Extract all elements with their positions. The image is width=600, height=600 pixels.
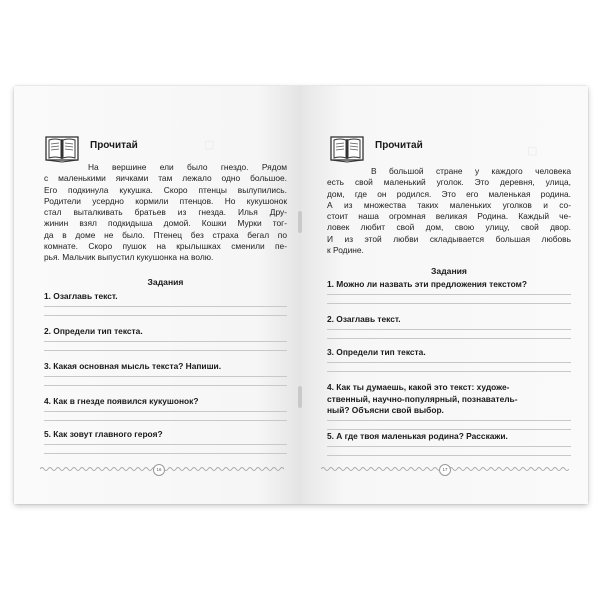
story-line: рья. Мальчик выпустил кукушонка на волю. [44, 252, 214, 263]
story-line: комнате. Скоро пушок на крылышках сменили пе- [44, 241, 287, 252]
task-question: 3. Определи тип текста. [327, 347, 426, 357]
task-question: 4. Как в гнезде появился кукушонок? [44, 396, 199, 406]
story-line: И из этой любви складывается большая любовь [327, 233, 571, 244]
open-book-icon [44, 134, 80, 164]
answer-line[interactable] [44, 341, 287, 342]
story-line: есть свой маленький уголок. Это деревня, улица, [327, 177, 571, 188]
staple [298, 386, 302, 408]
task-question: 2. Озаглавь текст. [327, 314, 401, 324]
open-workbook [14, 86, 588, 504]
tasks-heading: Задания [147, 277, 184, 287]
right-page-header [329, 134, 579, 170]
story-line: жинин взял подкидыша домой. Кошки Мурки тог- [44, 218, 287, 229]
answer-line[interactable] [327, 371, 571, 372]
story-line: В большой стране у каждого человека [371, 166, 571, 176]
task-question: 3. Какая основная мысль текста? Напиши. [44, 361, 222, 371]
answer-line[interactable] [327, 294, 571, 295]
task-question: 1. Озаглавь текст. [44, 291, 118, 301]
answer-line[interactable] [44, 385, 287, 386]
answer-line[interactable] [44, 376, 287, 377]
right-page [301, 86, 588, 504]
answer-line[interactable] [44, 306, 287, 307]
answer-line[interactable] [44, 411, 287, 412]
answer-line[interactable] [327, 429, 571, 430]
answer-line[interactable] [327, 303, 571, 304]
story-line: Родители усердно кормили птенцов. Но кукушонок [44, 195, 287, 206]
faint-watermark: ▢ [204, 139, 215, 151]
story-line: ловек любит свой дом, свою улицу, свой двор. [327, 222, 571, 233]
answer-line[interactable] [44, 420, 287, 421]
task-question: 2. Определи тип текста. [44, 326, 143, 336]
answer-line[interactable] [327, 329, 571, 330]
section-title: Прочитай [90, 140, 138, 151]
story-line: стал выталкивать братьев из гнезда. Илья Дру- [44, 207, 287, 218]
task-question: 5. Как зовут главного героя? [44, 429, 163, 439]
story-line: с маленькими яичками там лежало одно большое. [44, 173, 287, 184]
answer-line[interactable] [44, 453, 287, 454]
answer-line[interactable] [327, 455, 571, 456]
story-line: дом, где он родился. Это его маленькая родина. [327, 188, 571, 199]
story-line: На вершине ели было гнездо. Рядом [88, 162, 287, 172]
answer-line[interactable] [44, 350, 287, 351]
answer-line[interactable] [327, 362, 571, 363]
story-text [44, 162, 287, 264]
task-question: ный? Объясни свой выбор. [327, 405, 444, 415]
story-line: стоит наша огромная великая Родина. Каждый че- [327, 211, 571, 222]
section-title: Прочитай [375, 140, 423, 151]
faint-watermark: ▢ [527, 145, 538, 157]
task-question: 1. Можно ли назвать эти предложения текстом? [327, 279, 527, 289]
story-line: да в доме не было. Птенец без страха бегал по [44, 229, 287, 240]
answer-line[interactable] [327, 420, 571, 421]
answer-line[interactable] [44, 444, 287, 445]
open-book-icon [329, 134, 365, 164]
task-question: 4. Как ты думаешь, какой это текст: художе- [327, 382, 510, 392]
answer-line[interactable] [327, 446, 571, 447]
story-line: А из множества таких маленьких уголков и со- [327, 199, 571, 210]
page-number: 16 [153, 464, 165, 476]
task-question: ственный, научно-популярный, познаватель- [327, 393, 518, 404]
story-line: к Родине. [327, 245, 364, 256]
left-page [14, 86, 301, 504]
task-question: 5. А где твоя маленькая родина? Расскажи. [327, 431, 508, 441]
answer-line[interactable] [44, 315, 287, 316]
staple [298, 211, 302, 233]
answer-line[interactable] [327, 338, 571, 339]
tasks-heading: Задания [431, 266, 467, 276]
page-number: 17 [439, 464, 451, 476]
story-line: Его подкинула кукушка. Скоро птенцы вылупились. [44, 184, 287, 195]
story-text [327, 166, 571, 256]
